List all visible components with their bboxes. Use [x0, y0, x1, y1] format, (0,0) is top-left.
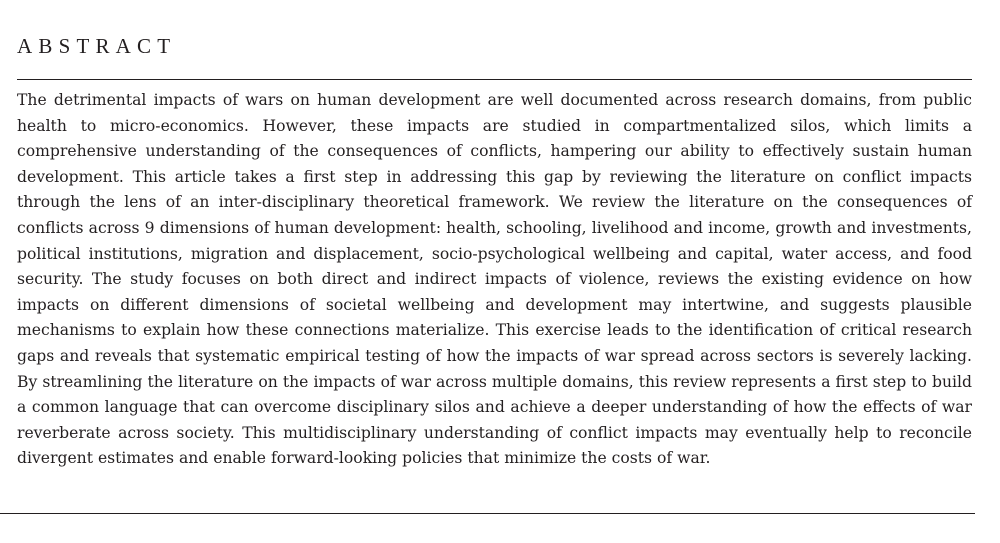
bottom-divider [0, 513, 975, 514]
top-divider [17, 79, 972, 80]
abstract-heading: ABSTRACT [17, 34, 177, 58]
abstract-body: The detrimental impacts of wars on human development are well documented across research domains, from public health to micro-economics. However, these impacts are studied in compartmentalized silos, which limits a comprehensive understanding of the consequences of conflicts, hampering our ability to effectively sustain human development. This article takes a first step in addressing this gap by reviewing the literature on conflict impacts through the lens of an inter-disciplinary theoretical framework. We review the literature on the consequences of conflicts across 9 dimensions of human development: health, schooling, livelihood and income, growth and investments, political institutions, migration and displacement, socio-psychological wellbeing and capital, water access, and food security. The study focuses on both direct and indirect impacts of violence, reviews the existing evidence on how impacts on different dimensions of societal wellbeing and development may intertwine, and suggests plausible mechanisms to explain how these connections materialize. This exercise leads to the identification of critical research gaps and reveals that systematic empirical testing of how the impacts of war spread across sectors is severely lacking. By streamlining the literature on the impacts of war across multiple domains, this review represents a first step to build a common language that can overcome disciplinary silos and achieve a deeper understanding of how the effects of war reverberate across society. This multidisciplinary understanding of conflict impacts may eventually help to reconcile divergent estimates and enable forward-looking policies that minimize the costs of war. [17, 91, 972, 468]
